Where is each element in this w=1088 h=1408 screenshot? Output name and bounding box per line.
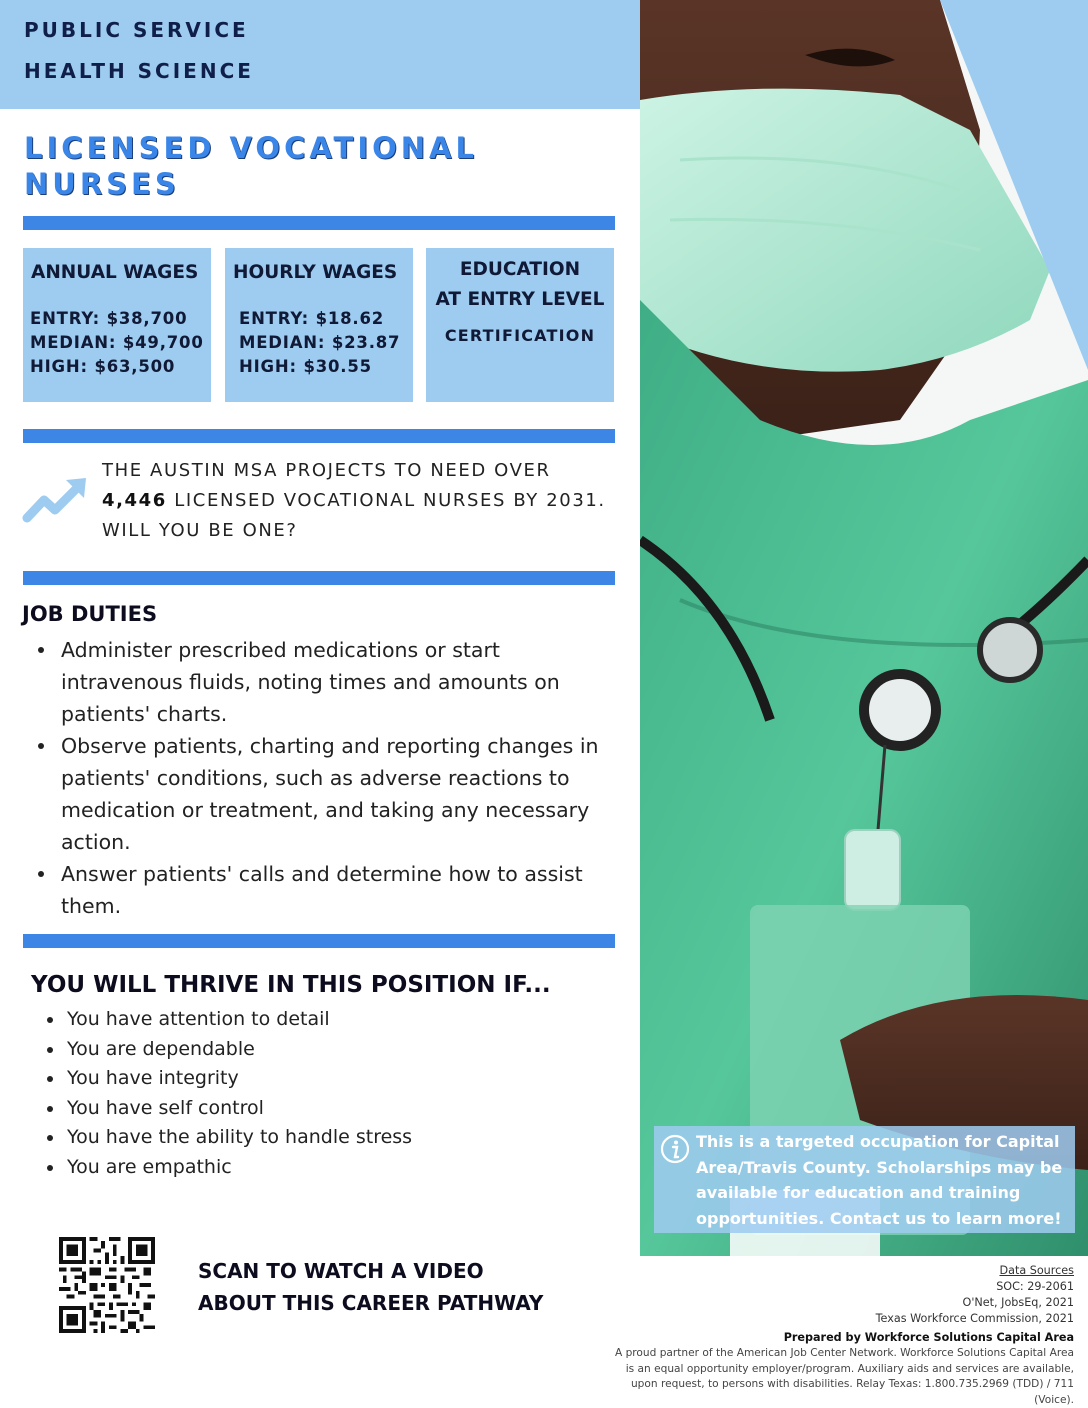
annual-median-wage: MEDIAN: $49,700 [30,333,204,352]
annual-wages-heading: ANNUAL WAGES [31,262,199,283]
divider [23,934,615,948]
projection-before: THE AUSTIN MSA PROJECTS TO NEED OVER [102,460,551,481]
education-heading-line1: EDUCATION [459,259,581,280]
list-item: Administer prescribed medications or start intravenous fluids, noting times and amounts on patients' charts. [33,634,623,730]
thrive-list [44,1005,604,1183]
annual-entry-wage: ENTRY: $38,700 [30,309,188,328]
projection-after: LICENSED VOCATIONAL NURSES BY 2031. WILL YOU BE ONE? [102,490,606,541]
partner-disclaimer: A proud partner of the American Job Center Network. Workforce Solutions Capital Area is an equal opportunity employer/program. Auxiliary aids and services are available, upon request, to persons with disabilities. Relay Texas: 1.800.735.2969 (TDD) / 711 (Voice). [614,1347,1074,1406]
scan-line1: SCAN TO WATCH A VIDEO [198,1259,484,1283]
data-sources [876,1263,1074,1327]
divider [23,571,615,585]
scan-video-text [198,1255,543,1319]
source-soc: SOC: 29-2061 [996,1280,1074,1293]
list-item: Observe patients, charting and reporting changes in patients' conditions, such as adverse reactions to medication or treatment, and taking any necessary action. [33,730,623,858]
education-value: CERTIFICATION [444,326,596,345]
hourly-median-wage: MEDIAN: $23.87 [239,333,401,352]
source-line: Texas Workforce Commission, 2021 [875,1312,1074,1325]
hourly-wages-box [225,248,413,402]
job-duties-list [33,634,623,922]
hourly-entry-wage: ENTRY: $18.62 [239,309,385,328]
cluster-label: PUBLIC SERVICE [24,18,249,42]
page-title: LICENSED VOCATIONAL NURSES [24,131,478,201]
divider [23,429,615,443]
list-item: You have attention to detail [44,1005,604,1035]
projection-number: 4,446 [102,490,167,511]
subcluster-label: HEALTH SCIENCE [24,59,254,83]
list-item: You are empathic [44,1153,604,1183]
hourly-high-wage: HIGH: $30.55 [239,357,372,376]
scholarship-callout [654,1126,1075,1233]
header-band [0,0,640,109]
prepared-by: Prepared by Workforce Solutions Capital Area [783,1331,1074,1344]
education-heading [426,255,614,315]
nurse-photo [640,0,1088,1256]
divider [23,216,615,230]
trend-up-arrow-icon [22,476,90,526]
qr-code-icon[interactable] [59,1237,155,1333]
list-item: You have integrity [44,1064,604,1094]
data-sources-heading[interactable]: Data Sources [999,1264,1074,1277]
projection-text [102,456,622,546]
scan-line2: ABOUT THIS CAREER PATHWAY [198,1291,544,1315]
list-item: You have the ability to handle stress [44,1123,604,1153]
list-item: Answer patients' calls and determine how to assist them. [33,858,623,922]
annual-wages-box [23,248,211,402]
job-duties-heading: JOB DUTIES [22,602,158,626]
annual-high-wage: HIGH: $63,500 [30,357,176,376]
list-item: You are dependable [44,1035,604,1065]
hourly-wages-heading: HOURLY WAGES [233,262,398,283]
callout-text: This is a targeted occupation for Capital Area/Travis County. Scholarships may be available for education and training opportunities. Contact us to learn more! [696,1132,1063,1228]
education-heading-line2: AT ENTRY LEVEL [435,289,605,310]
info-icon [660,1134,690,1164]
source-line: O'Net, JobsEq, 2021 [962,1296,1074,1309]
thrive-heading: YOU WILL THRIVE IN THIS POSITION IF... [31,972,551,998]
list-item: You have self control [44,1094,604,1124]
education-box [426,248,614,402]
